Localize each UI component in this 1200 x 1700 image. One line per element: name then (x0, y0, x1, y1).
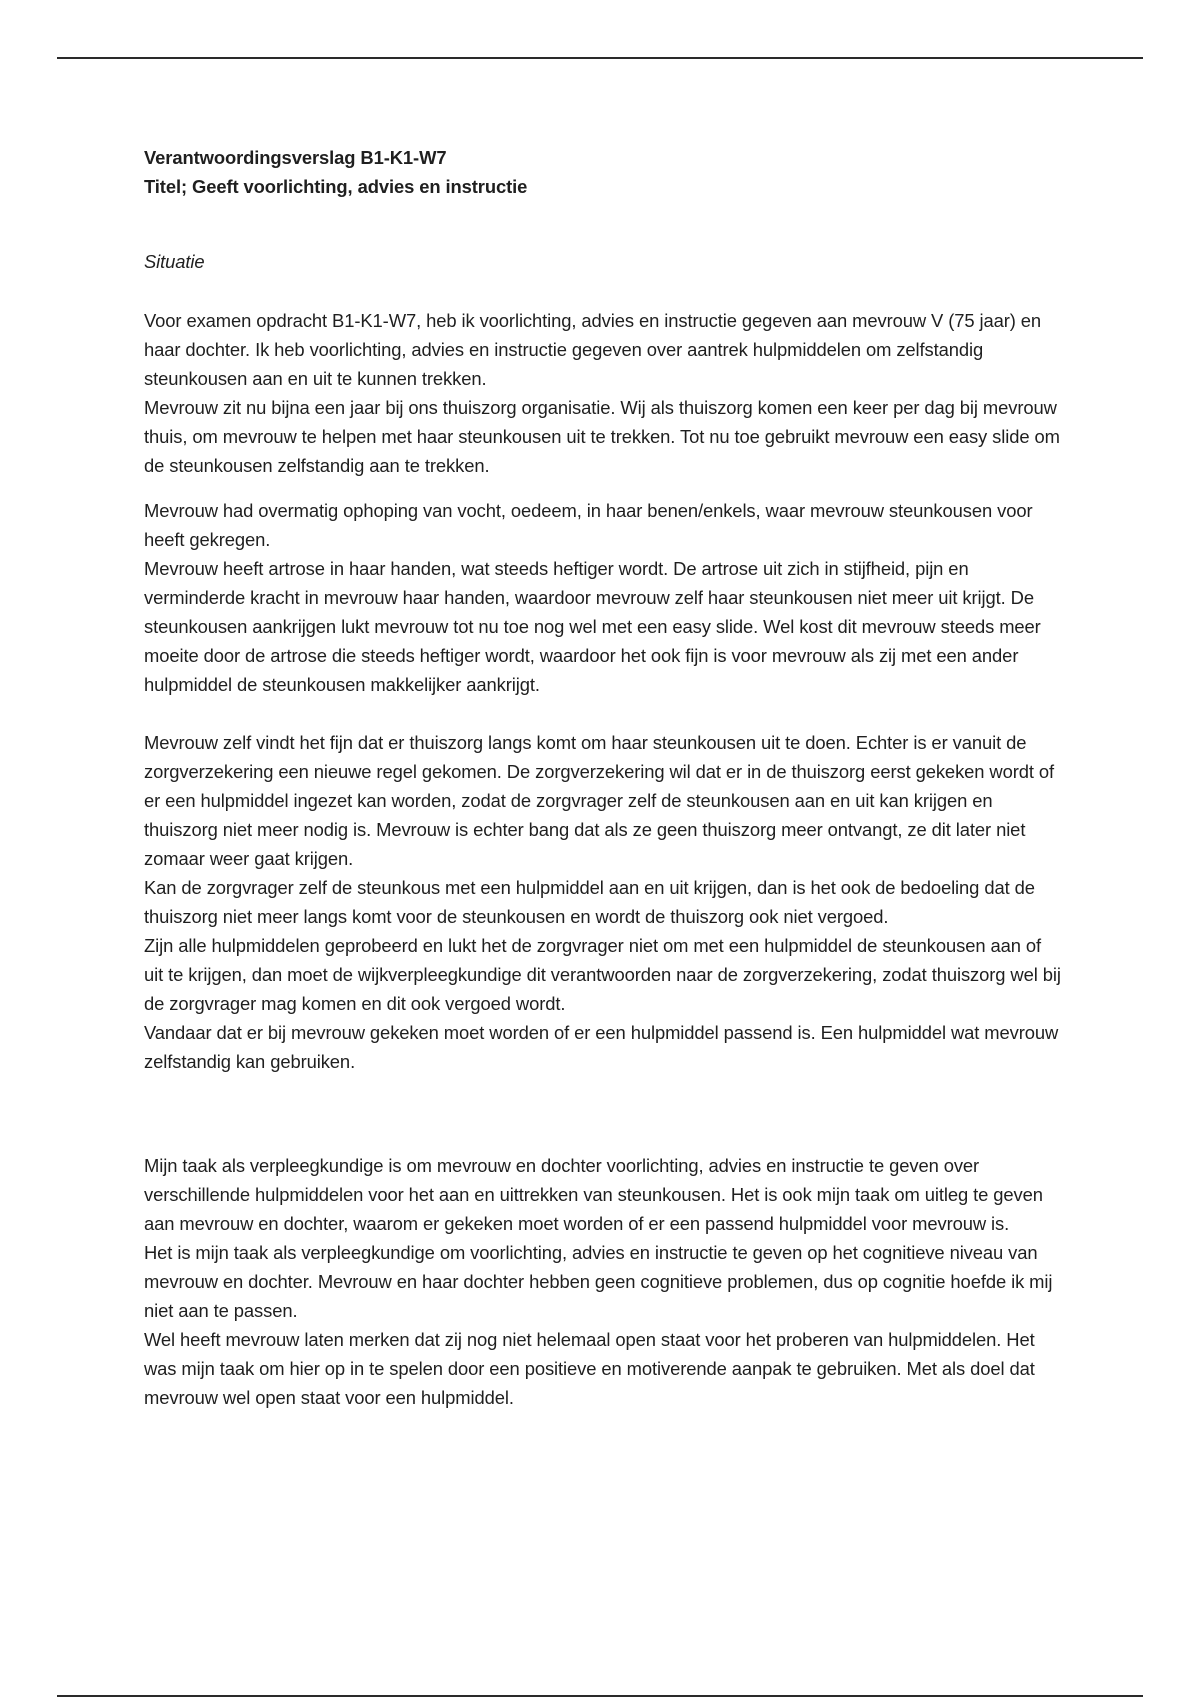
paragraph: Vandaar dat er bij mevrouw gekeken moet worden of er een hulpmiddel passend is. Een hulpmiddel wat mevrouw zelfstandig kan gebruiken. (144, 1022, 1059, 1072)
paragraph: Zijn alle hulpmiddelen geprobeerd en lukt het de zorgvrager niet om met een hulpmiddel de steunkousen aan of uit te krijgen, dan moet de wijkverpleegkundige dit verantwoorden naar de zorgverzekering, zodat thuiszorg wel bij de zorgvrager mag komen en dit ook vergoed wordt. (144, 935, 1061, 1014)
header-rule (57, 57, 1143, 59)
paragraph: Mevrouw had overmatig ophoping van vocht, oedeem, in haar benen/enkels, waar mevrouw steunkousen voor heeft gekregen. (144, 500, 1033, 550)
document-subtitle: Titel; Geeft voorlichting, advies en instructie (144, 176, 528, 197)
document-title: Verantwoordingsverslag B1-K1-W7 (144, 147, 447, 168)
paragraph: Mevrouw heeft artrose in haar handen, wat steeds heftiger wordt. De artrose uit zich in stijfheid, pijn en verminderde kracht in mevrouw haar handen, waardoor mevrouw zelf haar steunkousen niet meer uit krijgt. De steunkousen aankrijgen lukt mevrouw tot nu toe nog wel met een easy slide. Wel kost dit mevrouw steeds meer moeite door de artrose die steeds heftiger wordt, waardoor het ook fijn is voor mevrouw als zij met een ander hulpmiddel de steunkousen makkelijker aankrijgt. (144, 558, 1041, 695)
paragraph: Wel heeft mevrouw laten merken dat zij nog niet helemaal open staat voor het proberen van hulpmiddelen. Het was mijn taak om hier op in te spelen door een positieve en motiverende aanpak te gebruiken. Met als doel dat mevrouw wel open staat voor een hulpmiddel. (144, 1329, 1035, 1408)
section-label-situatie: Situatie (144, 251, 205, 272)
footer-rule (57, 1695, 1143, 1697)
paragraph: Het is mijn taak als verpleegkundige om voorlichting, advies en instructie te geven op het cognitieve niveau van mevrouw en dochter. Mevrouw en haar dochter hebben geen cognitieve problemen, dus op cognitie hoefde ik mij niet aan te passen. (144, 1242, 1053, 1321)
paragraph: Kan de zorgvrager zelf de steunkous met een hulpmiddel aan en uit krijgen, dan is het ook de bedoeling dat de thuiszorg niet meer langs komt voor de steunkousen en wordt de thuiszorg ook niet vergoed. (144, 877, 1035, 927)
paragraph: Voor examen opdracht B1-K1-W7, heb ik voorlichting, advies en instructie gegeven aan mevrouw V (75 jaar) en haar dochter. Ik heb voorlichting, advies en instructie gegeven over aantrek hulpmiddelen om zelfstandig steunkousen aan en uit te kunnen trekken. (144, 310, 1042, 389)
paragraph: Mevrouw zelf vindt het fijn dat er thuiszorg langs komt om haar steunkousen uit te doen. Echter is er vanuit de zorgverzekering een nieuwe regel gekomen. De zorgverzekering wil dat er in de thuiszorg eerst gekeken wordt of er een hulpmiddel ingezet kan worden, zodat de zorgvrager zelf de steunkousen aan en uit kan krijgen en thuiszorg niet meer nodig is. Mevrouw is echter bang dat als ze geen thuiszorg meer ontvangt, ze dit later niet zomaar weer gaat krijgen. (144, 732, 1055, 869)
paragraph: Mijn taak als verpleegkundige is om mevrouw en dochter voorlichting, advies en instructie te geven over verschillende hulpmiddelen voor het aan en uittrekken van steunkousen. Het is ook mijn taak om uitleg te geven aan mevrouw en dochter, waarom er gekeken moet worden of er een passend hulpmiddel voor mevrouw is. (144, 1155, 1043, 1234)
document-body (144, 143, 1064, 1412)
paragraph: Mevrouw zit nu bijna een jaar bij ons thuiszorg organisatie. Wij als thuiszorg komen een keer per dag bij mevrouw thuis, om mevrouw te helpen met haar steunkousen uit te trekken. Tot nu toe gebruikt mevrouw een easy slide om de steunkousen zelfstandig aan te trekken. (144, 397, 1060, 476)
